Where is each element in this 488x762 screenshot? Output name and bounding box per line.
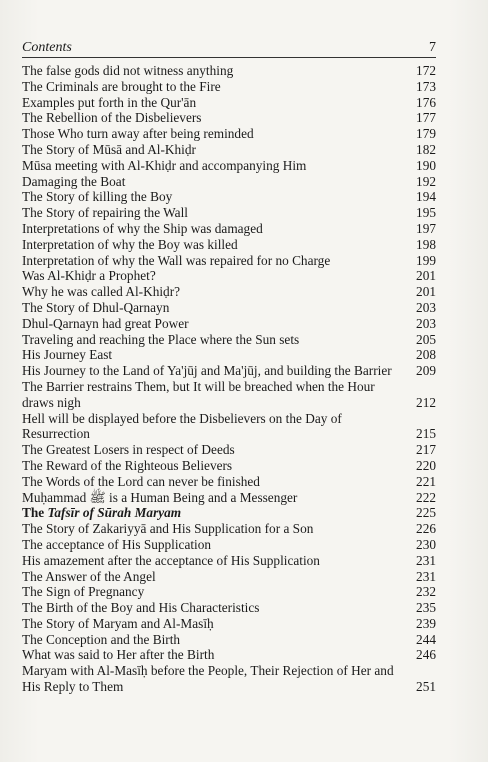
toc-entry-page: 232 xyxy=(416,584,436,600)
toc-entry-title: The Greatest Losers in respect of Deeds xyxy=(22,442,235,458)
toc-entry-title: The Birth of the Boy and His Characteristics xyxy=(22,600,260,616)
toc-entry-page: 209 xyxy=(416,363,436,379)
toc-entry-page: 201 xyxy=(416,284,436,300)
toc-entry xyxy=(22,79,436,95)
toc-entry-title: Damaging the Boat xyxy=(22,173,126,189)
toc-entry-page: 201 xyxy=(416,268,436,284)
toc-entry-page: 172 xyxy=(416,63,436,78)
toc-entry-page: 221 xyxy=(416,473,436,489)
toc-entry xyxy=(22,237,436,253)
toc-entry xyxy=(22,474,436,490)
toc-entry xyxy=(22,253,436,269)
toc-entry-page: 203 xyxy=(416,315,436,331)
toc-entry-page: 203 xyxy=(416,299,436,315)
toc-entry-page: 217 xyxy=(416,442,436,458)
toc-entry-title: The Criminals are brought to the Fire xyxy=(22,78,221,94)
toc-entry-title: The Sign of Pregnancy xyxy=(22,584,145,600)
toc-entry-title: The false gods did not witness anything xyxy=(22,63,234,78)
toc-entry xyxy=(22,505,436,521)
toc-entry xyxy=(22,490,436,506)
toc-entry-title: His Journey to the Land of Ya'jūj and Ma'jūj, and building the Barrier xyxy=(22,363,392,379)
toc-entry-page: 251 xyxy=(416,679,436,695)
toc-entry xyxy=(22,632,436,648)
toc-entry-title: The Conception and the Birth xyxy=(22,631,181,647)
toc-entry-title: Mūsa meeting with Al-Khiḍr and accompanying Him xyxy=(22,157,307,173)
toc-entry-page: 246 xyxy=(416,647,436,663)
toc-entry-title: The Story of Mūsā and Al-Khiḍr xyxy=(22,141,196,157)
toc-entry-page: 199 xyxy=(416,252,436,268)
toc-entry-title: The Story of Zakariyyā and His Supplication for a Son xyxy=(22,521,314,537)
toc-entry-title: The Rebellion of the Disbelievers xyxy=(22,110,202,126)
toc-entry-page: 195 xyxy=(416,205,436,221)
toc-entry xyxy=(22,647,436,663)
toc-entry-title: The Reward of the Righteous Believers xyxy=(22,457,233,473)
table-of-contents xyxy=(22,63,436,695)
toc-entry-page: 194 xyxy=(416,189,436,205)
toc-entry-page: 222 xyxy=(416,489,436,505)
toc-entry-title: His amazement after the acceptance of His Supplication xyxy=(22,552,320,568)
toc-entry-page: 225 xyxy=(416,505,436,521)
toc-entry-page: 173 xyxy=(416,78,436,94)
toc-entry xyxy=(22,95,436,111)
toc-entry-title: What was said to Her after the Birth xyxy=(22,647,215,663)
toc-entry-page: 208 xyxy=(416,347,436,363)
toc-entry-title: Interpretation of why the Boy was killed xyxy=(22,236,238,252)
toc-entry xyxy=(22,553,436,569)
toc-entry-title: The Story of repairing the Wall xyxy=(22,205,188,221)
toc-entry-page: 230 xyxy=(416,536,436,552)
toc-entry-title: Interpretation of why the Wall was repaired for no Charge xyxy=(22,252,331,268)
toc-entry-page: 198 xyxy=(416,236,436,252)
toc-entry-page: 235 xyxy=(416,600,436,616)
toc-entry-page: 231 xyxy=(416,568,436,584)
toc-entry-title: The Barrier restrains Them, but It will be breached when the Hour draws nigh xyxy=(22,378,375,410)
toc-entry-title: Maryam with Al-Masīḥ before the People, Their Rejection of Her and His Reply to Them xyxy=(22,663,394,695)
toc-entry xyxy=(22,569,436,585)
toc-entry xyxy=(22,616,436,632)
toc-entry-title: Those Who turn away after being reminded xyxy=(22,126,254,142)
toc-entry-title: The Story of killing the Boy xyxy=(22,189,173,205)
toc-entry-title: Interpretations of why the Ship was damaged xyxy=(22,220,263,236)
toc-entry xyxy=(22,221,436,237)
header-page-number: 7 xyxy=(429,40,436,55)
toc-entry xyxy=(22,537,436,553)
toc-entry xyxy=(22,411,436,443)
toc-entry-title: The Story of Dhul-Qarnayn xyxy=(22,299,170,315)
toc-entry-page: 179 xyxy=(416,126,436,142)
toc-entry-page: 220 xyxy=(416,457,436,473)
toc-entry-title: The Words of the Lord can never be finished xyxy=(22,473,260,489)
page-header xyxy=(22,38,436,58)
header-title: Contents xyxy=(22,40,72,55)
toc-entry-page: 182 xyxy=(416,141,436,157)
toc-entry xyxy=(22,316,436,332)
toc-entry xyxy=(22,205,436,221)
toc-entry xyxy=(22,110,436,126)
toc-entry-title: Muḥammad ﷺ is a Human Being and a Messenger xyxy=(22,489,298,505)
toc-entry-page: 190 xyxy=(416,157,436,173)
toc-entry xyxy=(22,300,436,316)
toc-entry-title: The Answer of the Angel xyxy=(22,568,156,584)
toc-entry xyxy=(22,189,436,205)
toc-entry xyxy=(22,332,436,348)
toc-entry-page: 205 xyxy=(416,331,436,347)
toc-entry-title: His Journey East xyxy=(22,347,113,363)
toc-entry xyxy=(22,458,436,474)
toc-entry xyxy=(22,363,436,379)
toc-entry-title: Why he was called Al-Khiḍr? xyxy=(22,284,181,300)
toc-entry-page: 177 xyxy=(416,110,436,126)
toc-entry-page: 231 xyxy=(416,552,436,568)
toc-entry-title: Traveling and reaching the Place where the Sun sets xyxy=(22,331,300,347)
toc-entry-page: 226 xyxy=(416,521,436,537)
toc-entry-page: 239 xyxy=(416,615,436,631)
toc-entry xyxy=(22,142,436,158)
toc-entry-title: Dhul-Qarnayn had great Power xyxy=(22,315,189,331)
toc-entry xyxy=(22,600,436,616)
toc-entry xyxy=(22,584,436,600)
toc-entry-page: 244 xyxy=(416,631,436,647)
toc-entry xyxy=(22,442,436,458)
toc-entry-page: 212 xyxy=(416,394,436,410)
toc-entry-title: Was Al-Khiḍr a Prophet? xyxy=(22,268,156,284)
toc-entry-title: The Story of Maryam and Al-Masīḥ xyxy=(22,615,214,631)
toc-entry-page: 176 xyxy=(416,94,436,110)
toc-entry-title: Examples put forth in the Qur'ān xyxy=(22,94,197,110)
toc-entry xyxy=(22,379,436,411)
toc-entry-title: The Tafsīr of Sūrah Maryam xyxy=(22,505,182,521)
toc-entry xyxy=(22,347,436,363)
toc-entry-page: 215 xyxy=(416,426,436,442)
toc-entry xyxy=(22,158,436,174)
toc-entry-title: The acceptance of His Supplication xyxy=(22,536,212,552)
toc-entry xyxy=(22,284,436,300)
toc-entry xyxy=(22,63,436,79)
toc-entry xyxy=(22,663,436,695)
toc-entry xyxy=(22,268,436,284)
toc-entry-title: Hell will be displayed before the Disbelievers on the Day of Resurrection xyxy=(22,410,342,442)
toc-entry-page: 192 xyxy=(416,173,436,189)
toc-entry xyxy=(22,174,436,190)
toc-entry xyxy=(22,126,436,142)
toc-entry-page: 197 xyxy=(416,220,436,236)
toc-entry xyxy=(22,521,436,537)
